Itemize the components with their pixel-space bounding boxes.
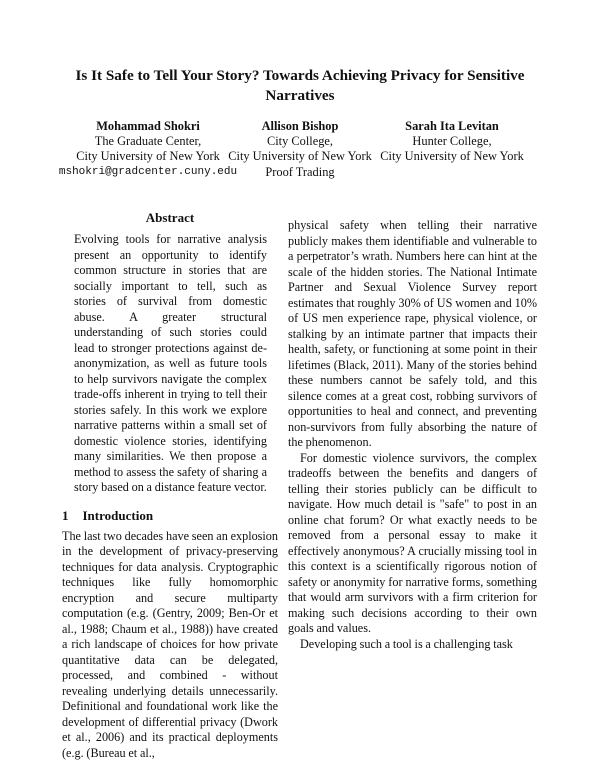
author-name: Allison Bishop (225, 119, 375, 134)
author-3 (377, 119, 527, 165)
author-affiliation: The Graduate Center, (73, 134, 223, 149)
author-name: Mohammad Shokri (73, 119, 223, 134)
body-paragraph: For domestic violence survivors, the complex tradeoffs between the benefits and dangers of telling their stories publicly can be difficult to navigate. How much detail is "safe" to post in an online chat forum? Or what exactly needs to be removed from a personal essay to make it effectively anonymous? A crucially missing tool in this context is a scientifically rigorous notion of safety or anonymity for narrative forms, something that would arm survivors with a firm criterion for making such decisions according to their own goals and values. (288, 451, 537, 637)
body-paragraph: physical safety when telling their narrative publicly makes them identifiable and vulnerable to a perpetrator’s wrath. Numbers here can hint at the scale of the hidden stories. The National Intimate Partner and Sexual Violence Survey report estimates that roughly 30% of US women and 10% of US men experience rape, physical violence, or stalking by an intimate partner that impacts their health, safety, or functioning at some point in their lifetimes (Black, 2011). Many of the stories behind these numbers cannot be safely told, and this silence comes at a great cost, robbing survivors of opportunities to heal and connect, and preventing non-survivors from fully absorbing the nature of the phenomenon. (288, 218, 537, 451)
author-affiliation: City University of New York (377, 149, 527, 164)
section-heading (62, 508, 278, 524)
author-affiliation: Hunter College, (377, 134, 527, 149)
author-name: Sarah Ita Levitan (377, 119, 527, 134)
body-paragraph: Developing such a tool is a challenging task (288, 637, 537, 653)
author-1 (73, 119, 223, 180)
author-affiliation: Proof Trading (225, 165, 375, 180)
author-affiliation: City University of New York (225, 149, 375, 164)
section-number: 1 (62, 508, 69, 523)
abstract-heading: Abstract (62, 210, 278, 226)
author-2 (225, 119, 375, 180)
author-email[interactable]: mshokri@gradcenter.cuny.edu (43, 165, 253, 180)
body-paragraph: The last two decades have seen an explosion in the development of privacy-preserving techniques for data analysis. Cryptographic techniques like fully homomorphic encryption and secure multiparty computation (e.g. (Gentry, 2009; Ben-Or et al., 1988; Chaum et al., 1988)) have created a rich landscape of choices for how private quantitative data can be delegated, processed, and combined - without revealing underlying details unnecessarily. Definitional and foundational work like the development of differential privacy (Dwork et al., 2006) and its practical deployments (e.g. (Bureau et al., (62, 529, 278, 761)
paper-title: Is It Safe to Tell Your Story? Towards Achieving Privacy for Sensitive Narratives (40, 66, 560, 106)
abstract-paragraph: Evolving tools for narrative analysis present an opportunity to identify common structure in stories that are socially important to tell, such as stories of survival from domestic abuse. A greater structural understanding of such stories could lead to stronger protections against de-anonymization, as well as future tools to help survivors navigate the complex trade-offs inherent in trying to tell their stories safely. In this work we explore narrative patterns within a small set of domestic violence stories, identifying many similarities. We then propose a method to assess the safety of sharing a story based on a distance feature vector. (74, 232, 267, 496)
author-affiliation: City University of New York (73, 149, 223, 164)
section-title: Introduction (83, 508, 154, 523)
left-column (62, 210, 278, 761)
author-affiliation: City College, (225, 134, 375, 149)
right-body (288, 218, 537, 652)
